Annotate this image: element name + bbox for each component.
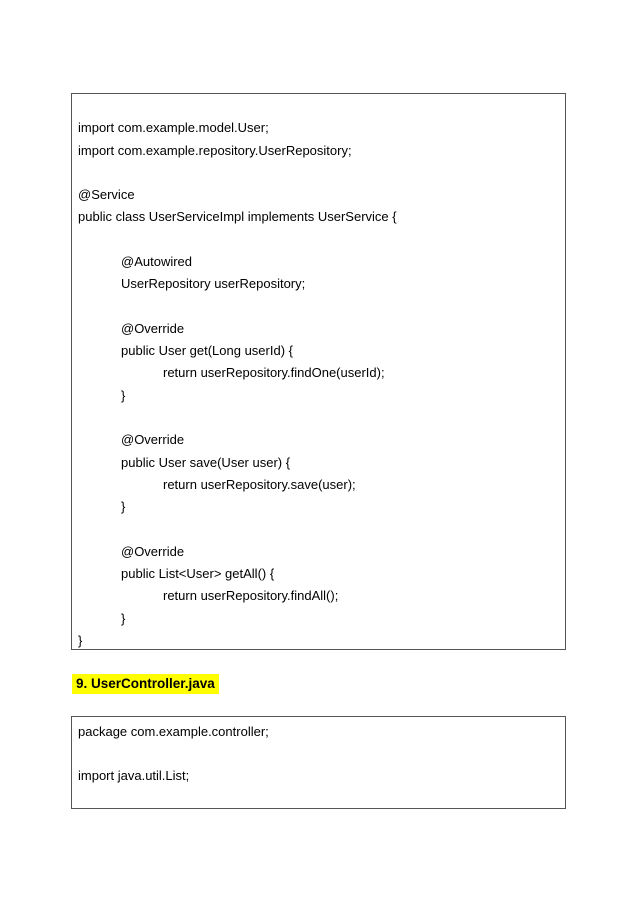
code-line: package com.example.controller; xyxy=(78,724,269,739)
code-line: public User get(Long userId) { xyxy=(121,343,293,358)
code-line: public List<User> getAll() { xyxy=(121,566,275,581)
code-line: @Override xyxy=(121,321,185,336)
code-line: return userRepository.findAll(); xyxy=(163,588,339,603)
code-line: public class UserServiceImpl implements UserService { xyxy=(78,209,397,224)
code-line: } xyxy=(121,499,126,514)
code-line: } xyxy=(121,388,126,403)
code-block-controller xyxy=(71,716,566,809)
code-line: @Service xyxy=(78,187,135,202)
code-line: return userRepository.findOne(userId); xyxy=(163,365,385,380)
code-line: import com.example.model.User; xyxy=(78,120,269,135)
code-line: UserRepository userRepository; xyxy=(121,276,306,291)
code-line: } xyxy=(121,611,126,626)
code-line: @Override xyxy=(121,544,185,559)
code-line: } xyxy=(78,633,83,648)
section-heading: 9. UserController.java xyxy=(72,674,219,694)
code-line: public User save(User user) { xyxy=(121,455,291,470)
code-line: @Override xyxy=(121,432,185,447)
code-line: return userRepository.save(user); xyxy=(163,477,356,492)
code-line: @Autowired xyxy=(121,254,193,269)
code-block-service-impl xyxy=(71,93,566,650)
code-line: import com.example.repository.UserRepository; xyxy=(78,143,352,158)
code-line: import java.util.List; xyxy=(78,768,190,783)
